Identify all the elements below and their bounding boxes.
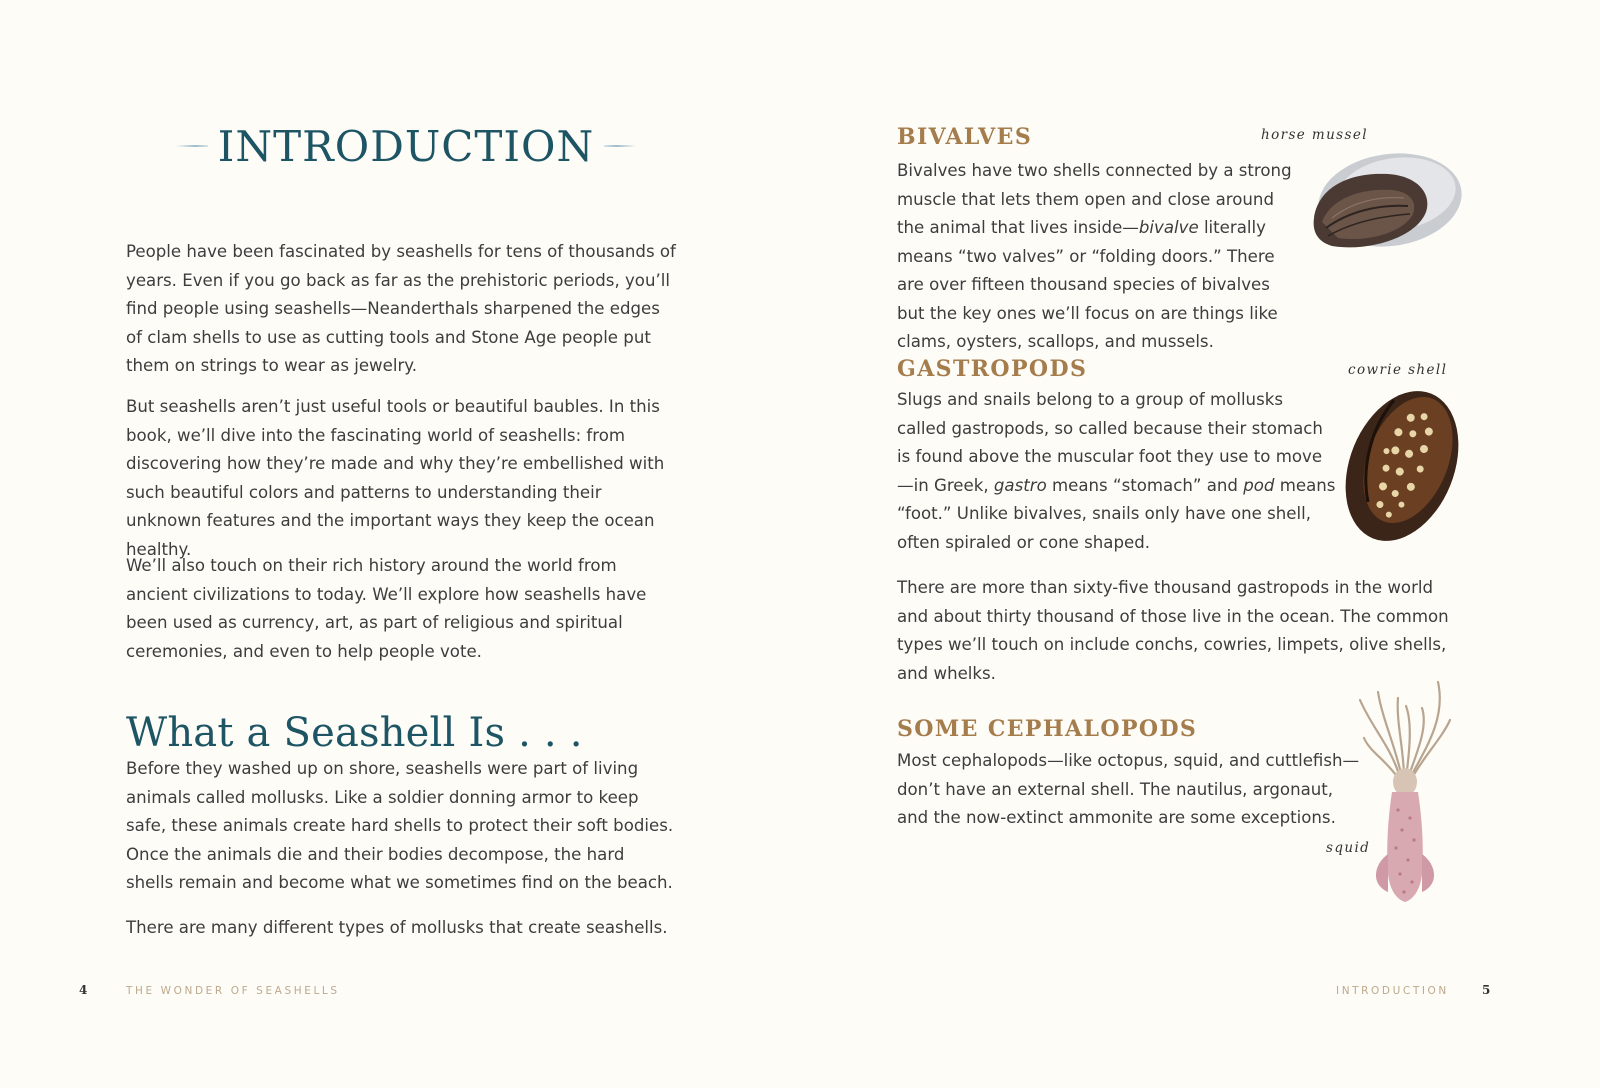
bivalves-paragraph: Bivalves have two shells connected by a strong muscle that lets them open and close around the animal that lives inside—bivalve literally means “two valves” or “folding doors.” There are over fifteen thousand species of bivalves but the key ones we’ll focus on are things like clams, oysters, scallops, and mussels. — [897, 161, 1292, 351]
chapter-title: INTRODUCTION — [217, 121, 595, 171]
title-flourish-right — [604, 145, 636, 147]
horse-mussel-caption: horse mussel — [1261, 127, 1368, 143]
intro-paragraph-2: But seashells aren’t just useful tools or beautiful baubles. In this book, we’ll dive into the fascinating world of seashells: from discovering how they’re made and why they’re embellished with such beautiful colors and patterns to understanding their unknown features and the important ways they keep the ocean healthy. — [126, 397, 665, 559]
intro-paragraph-3: We’ll also touch on their rich history around the world from ancient civilizations to today. We’ll explore how seashells have been used as currency, art, as part of religious and spiritual ceremonies, and even to help people vote. — [126, 556, 647, 661]
page-number-right: 5 — [1482, 983, 1491, 997]
gastropods-paragraph-2: There are more than sixty-five thousand gastropods in the world and about thirty thousand of those live in the ocean. The common types we’ll touch on include conchs, cowries, limpets, olive shells, and whelks. — [897, 578, 1449, 683]
horse-mussel-illustration — [1308, 148, 1466, 256]
title-flourish-left — [176, 145, 208, 147]
cowrie-shell-illustration — [1338, 382, 1466, 550]
chapter-title-block — [176, 118, 636, 174]
running-head-left: THE WONDER OF SEASHELLS — [126, 985, 340, 997]
squid-illustration — [1352, 678, 1456, 904]
gastropods-heading: GASTROPODS — [897, 356, 1088, 382]
cephalopods-heading: SOME CEPHALOPODS — [897, 716, 1198, 742]
section-paragraph-1: Before they washed up on shore, seashells were part of living animals called mollusks. Like a soldier donning armor to keep safe, these animals create hard shells to protect their soft bodies. Once the animals die and their bodies decompose, the hard shells remain and become what we sometimes find on the beach. — [126, 759, 674, 892]
cowrie-shell-caption: cowrie shell — [1348, 362, 1448, 378]
cephalopods-paragraph: Most cephalopods—like octopus, squid, and cuttlefish—don’t have an external shell. The nautilus, argonaut, and the now-extinct ammonite are some exceptions. — [897, 751, 1360, 827]
intro-paragraph-1: People have been fascinated by seashells for tens of thousands of years. Even if you go back as far as the prehistoric periods, you’ll find people using seashells—Neanderthals sharpened the edges of clam shells to use as cutting tools and Stone Age people put them on strings to wear as jewelry. — [126, 242, 676, 375]
right-page — [800, 0, 1600, 1088]
section-heading: What a Seashell Is . . . — [126, 710, 583, 756]
bivalves-heading: BIVALVES — [897, 124, 1033, 150]
squid-caption: squid — [1326, 840, 1371, 856]
gastropods-paragraph-1: Slugs and snails belong to a group of mollusks called gastropods, so called because their stomach is found above the muscular foot they use to move—in Greek, gastro means “stomach” and pod means “foot.” Unlike bivalves, snails only have one shell, often spiraled or cone shaped. — [897, 390, 1336, 552]
section-paragraph-2: There are many different types of mollusks that create seashells. — [126, 918, 668, 937]
running-head-right: INTRODUCTION — [1336, 985, 1449, 997]
page-number-left: 4 — [79, 983, 88, 997]
